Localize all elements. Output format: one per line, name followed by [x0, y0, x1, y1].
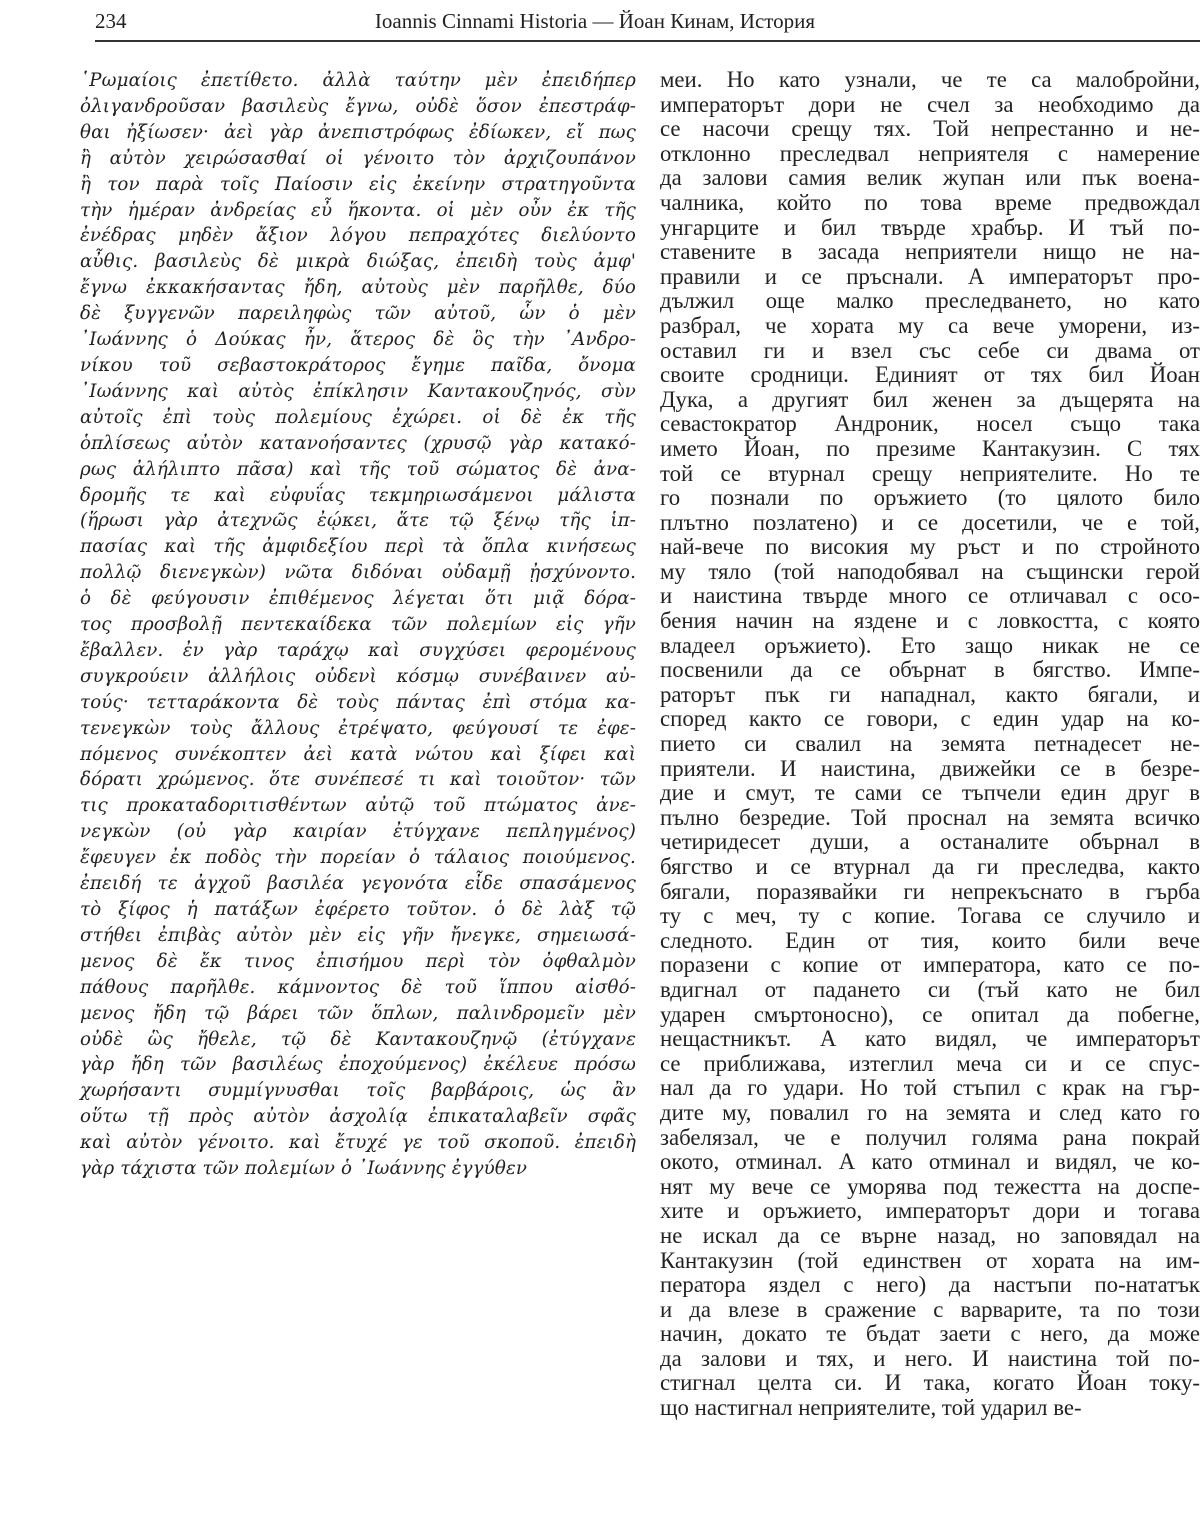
greek-text-line: (ἥρωσι γὰρ ἀτεχνῶς ἐῴκει, ἅτε τῷ ξένῳ τῆς ἱπ- [80, 510, 636, 532]
greek-text-line: χωρήσαντι συμμίγνυσθαι τοῖς βαρβάροις, ὡς ἂν [80, 1080, 636, 1102]
bulgarian-text-line: той се втурнал срещу неприятелите. Но те [660, 460, 1200, 486]
greek-text-line: μενος δὲ ἔκ τινος ἐπισήμου περὶ τὸν ὀφθαλμὸν [80, 950, 636, 972]
greek-text-line: στήθει ἐπιβὰς αὐτὸν μὲν εἰς γῆν ἤνεγκε, σημειωσά- [80, 924, 636, 946]
greek-text-line: ἐνέδρας μηδὲν ἄξιον λόγου πεπραχότες διελύοντο [80, 225, 636, 247]
running-title: Ioannis Cinnami Historia — Йоан Кинам, История [374, 9, 816, 33]
greek-text-line: νίκου τοῦ σεβαστοκράτορος ἔγημε παῖδα, ὄνομα [80, 354, 636, 376]
bulgarian-text-line: ударен смъртоносно), се опитал да побегне, [660, 1001, 1200, 1027]
bulgarian-text-line: чалника, който по това време предвождал [660, 189, 1200, 215]
bulgarian-text-line: раторът пък ги нападнал, както бягали, и [660, 681, 1200, 707]
bulgarian-text-line: Кантакузин (той единствен от хората на им- [660, 1247, 1200, 1273]
greek-text-line: ὁπλίσεως αὐτὸν κατανοήσαντες (χρυσῷ γὰρ κατακό- [80, 432, 636, 454]
greek-text-line: ὀλιγανδροῦσαν βασιλεὺς ἔγνω, οὐδὲ ὅσον ἐπεστράφ- [80, 95, 636, 117]
bulgarian-text-line: дължил още малко преследването, но като [660, 288, 1200, 314]
greek-text-line: πασίας καὶ τῆς ἀμφιδεξίου περὶ τὰ ὅπλα κινήσεως [80, 536, 636, 558]
bulgarian-text-line: му тяло (той наподобявал на същински герой [660, 558, 1200, 584]
bulgarian-text-line: бягство и се втурнал да ги преследва, както [660, 854, 1200, 879]
bulgarian-text-line: хите и оръжието, императорът дори и тогава [660, 1198, 1200, 1224]
bulgarian-text-line: най-вече по високия му ръст и по стройното [660, 534, 1200, 560]
bulgarian-text-line: пълно безредие. Той проснал на земята всичко [660, 804, 1200, 830]
greek-text-line: τὸ ξίφος ἡ πατάξων ἐφέρετο τοῦτον. ὁ δὲ λὰξ τῷ [80, 899, 636, 920]
greek-text-line: ἢ αὐτὸν χειρώσασθαί οἱ γένοιτο τὸν ἀρχιζουπάνον [80, 147, 636, 169]
greek-text-line: ἔφευγεν ἐκ ποδὸς τὴν πορείαν ὁ τάλαιος ποιούμενος. [80, 847, 636, 869]
bulgarian-text-line: бягали, поразявайки ги непрекъснато в гърба [660, 878, 1200, 904]
greek-text-line: ἔβαλλεν. ἐν γὰρ ταράχῳ καὶ συγχύσει φερομένους [80, 639, 636, 661]
bulgarian-text-line: севастократор Андроник, носел също така [660, 411, 1200, 437]
bulgarian-text-line: ту с меч, ту с копие. Тогава се случило и [660, 903, 1200, 929]
bulgarian-text-line: се насочи срещу тях. Той непрестанно и не- [660, 116, 1200, 142]
greek-text-line: γὰρ τάχιστα τῶν πολεμίων ὁ ᾿Ιωάννης ἐγγύθεν [80, 1158, 528, 1180]
bulgarian-text-line: дите му, повалил го на земята и след като го [660, 1099, 1200, 1125]
greek-text-line: τὴν ἡμέραν ἀνδρείας εὖ ἥκοντα. οἱ μὲν οὖν ἐκ τῆς [80, 199, 636, 221]
greek-text-line: συγκρούειν ἀλλήλοις οὐδενὶ κόσμῳ συνέβαινεν αὐ- [80, 665, 636, 687]
greek-text-line: θαι ἠξίωσεν· ἀεὶ γὰρ ἀνεπιστρόφως ἐδίωκεν, εἴ πως [80, 121, 636, 143]
bulgarian-text-line: нал да го удари. Но той стъпил с крак на гър- [660, 1075, 1200, 1101]
bulgarian-text-line: да залови самия велик жупан или пък воена- [660, 165, 1200, 191]
page-header [95, 6, 1200, 36]
bulgarian-text-line: ставените в засада неприятели нищо не на- [660, 239, 1200, 265]
greek-text-line: δρομῆς τε καὶ εὐφυΐας τεκμηριωσάμενοι μάλιστα [80, 484, 636, 506]
bulgarian-text-line: нещастникът. А като видял, че императорът [660, 1026, 1200, 1052]
greek-text-line: ρως ἀλήλιπτο πᾶσα) καὶ τῆς τοῦ σώματος δὲ ἀνα- [80, 458, 636, 480]
header-rule [95, 40, 1200, 42]
greek-text-line: μενος ἤδη τῷ βάρει τῶν ὅπλων, παλινδρομεῖν μὲν [80, 1002, 636, 1024]
bulgarian-text-column [660, 68, 1200, 1421]
bulgarian-text-line: приятели. И наистина, движейки се в безре- [660, 755, 1200, 781]
greek-text-line: δόρατι χρώμενος. ὅτε συνέπεσέ τι καὶ τοιοῦτον· τῶν [80, 769, 636, 791]
bulgarian-text-line: дие и смут, те сами се тъпчели един друг в [660, 780, 1200, 806]
bulgarian-text-line: императорът дори не счел за необходимо да [660, 91, 1200, 117]
greek-text-line: τις προκαταδοριτισθέντων αὐτῷ τοῦ πτώματος ἀνε- [80, 795, 636, 817]
bulgarian-text-line: бения начин на яздене и с ловкостта, с която [660, 608, 1200, 634]
greek-text-line: τενεγκὼν τοὺς ἄλλους ἐτρέψατο, φεύγουσί τε ἐφε- [80, 717, 636, 739]
bulgarian-text-line: ператора яздел с него) да настъпи по-нататък [660, 1272, 1200, 1298]
bulgarian-text-line: и да влезе в сражение с варварите, та по този [660, 1296, 1200, 1322]
bulgarian-text-line: отклонно преследвал неприятеля с намерение [660, 140, 1200, 166]
bulgarian-text-line: името Йоан, по презиме Кантакузин. С тях [660, 435, 1200, 461]
bulgarian-text-line: пието си свалил на земята петнадесет не- [660, 731, 1200, 757]
bulgarian-text-line: разбрал, че хората му са вече уморени, из- [660, 312, 1200, 338]
greek-text-line: καὶ αὐτὸν γένοιτο. καὶ ἔτυχέ γε τοῦ σκοποῦ. ἐπειδὴ [80, 1132, 636, 1154]
greek-text-line: πόμενος συνέκοπτεν ἀεὶ κατὰ νώτου καὶ ξίφει καὶ [80, 743, 636, 765]
bulgarian-text-line: според както се говори, с един удар на ко- [660, 706, 1200, 732]
bulgarian-text-line: посвенили да се обърнат в бягство. Импе- [660, 657, 1200, 683]
greek-text-line: τούς· τετταράκοντα δὲ τοὺς πάντας ἐπὶ στόμα κα- [80, 691, 636, 713]
bulgarian-text-line: четиридесет души, а останалите обърнал в [660, 829, 1200, 855]
bulgarian-text-line: правили и се пръснали. А императорът про- [660, 263, 1200, 289]
greek-text-line: γὰρ ἤδη τῶν βασιλέως ἐποχούμενος) ἐκέλευε πρόσω [80, 1054, 636, 1076]
greek-text-line: ᾿Ιωάννης καὶ αὐτὸς ἐπίκλησιν Καντακουζηνός, σὺν [80, 380, 636, 402]
greek-text-line: ἐπειδή τε ἀγχοῦ βασιλέα γεγονότα εἶδε σπασάμενος [80, 873, 636, 895]
bulgarian-text-line: Дука, а другият бил женен за дъщерята на [660, 386, 1200, 412]
bulgarian-text-line: стигнал целта си. И така, когато Йоан току- [660, 1370, 1200, 1396]
greek-text-line: αὐτοῖς ἐπὶ τοὺς πολεμίους ἐχώρει. οἱ δὲ ἐκ τῆς [80, 406, 636, 428]
bulgarian-text-line: забелязал, че е получил голяма рана покрай [660, 1124, 1200, 1150]
bulgarian-text-line: и наистина твърде много се отличавал с осо- [660, 583, 1200, 609]
bulgarian-text-line: не искал да се върне назад, но заповядал на [660, 1222, 1200, 1248]
bulgarian-text-line: вдигнал от падането си (тъй като не бил [660, 976, 1200, 1002]
bulgarian-text-line: да залови и тях, и него. И наистина той по- [660, 1345, 1200, 1371]
bulgarian-text-line: оставил ги и взел със себе си двама от [660, 337, 1200, 363]
greek-text-line: ῾Ρωμαίοις ἐπετίθετο. ἀλλὰ ταύτην μὲν ἐπειδήπερ [80, 70, 636, 91]
greek-text-line: ὁ δὲ φεύγουσιν ἐπιθέμενος λέγεται ὅτι μιᾷ δόρα- [80, 588, 636, 610]
bulgarian-text-line: начин, докато те бъдат заети с него, да може [660, 1321, 1200, 1347]
bulgarian-text-line: меи. Но като узнали, че те са малобройни, [660, 67, 1200, 92]
greek-text-column [80, 68, 636, 1182]
greek-text-line: οὕτω τῇ πρὸς αὐτὸν ἀσχολίᾳ ἐπικαταλαβεῖν σφᾶς [80, 1106, 636, 1128]
greek-text-line: τος προσβολῇ πεντεκαίδεκα τῶν πολεμίων εἰς γῆν [80, 614, 636, 636]
greek-text-line: δὲ ξυγγενῶν παρειληφὼς τῶν αὐτοῦ, ὧν ὁ μὲν [80, 303, 636, 325]
greek-text-line: ἢ τον παρὰ τοῖς Παίοσιν εἰς ἐκείνην στρατηγοῦντα [80, 173, 636, 195]
greek-text-line: πολλῷ διενεγκὼν) νῶτα διδόναι οὐδαμῇ ᾐσχύνοντο. [80, 562, 636, 584]
greek-text-line: πάθους παρῆλθε. κάμνοντος δὲ τοῦ ἵππου αἰσθό- [80, 976, 636, 998]
page-number: 234 [95, 9, 127, 33]
greek-text-line: οὐδὲ ὣς ἤθελε, τῷ δὲ Καντακουζηνῷ (ἐτύγχανε [80, 1028, 636, 1050]
bulgarian-text-line: унгарците и бил твърде храбър. И тъй по- [660, 214, 1200, 240]
bulgarian-text-line: владеел оръжието). Ето защо никак не се [660, 632, 1200, 658]
bulgarian-text-line: плътно позлатено) и се досетили, че е той, [660, 509, 1200, 535]
greek-text-line: ἔγνω ἐκκακήσαντας ἤδη, αὐτοὺς μὲν παρῆλθε, δύο [80, 277, 636, 299]
bulgarian-text-line: поразени с копие от императора, като се по- [660, 952, 1200, 978]
greek-text-line: νεγκὼν (οὐ γὰρ καιρίαν ἐτύγχανε πεπληγμένος) [80, 821, 636, 843]
greek-text-line: ᾿Ιωάννης ὁ Δούκας ἦν, ἅτερος δὲ ὃς τὴν ᾿Ανδρο- [80, 329, 636, 351]
bulgarian-text-line: окото, отминал. А като отминал и видял, че ко- [660, 1149, 1200, 1175]
bulgarian-text-line: се приближава, изтеглил меча си и се спус- [660, 1050, 1200, 1076]
bulgarian-text-line: нят му вече се уморява под тежестта на доспе- [660, 1173, 1200, 1199]
bulgarian-text-line: своите сродници. Единият от тях бил Йоан [660, 362, 1200, 388]
bulgarian-text-line: го познали по оръжието (то цялото било [660, 485, 1200, 511]
greek-text-line: αὖθις. βασιλεὺς δὲ μικρὰ διώξας, ἐπειδὴ τοὺς ἀμφ' [80, 251, 636, 273]
bulgarian-text-line: следното. Един от тия, които били вече [660, 927, 1200, 953]
bulgarian-text-line: що настигнал неприятелите, той ударил ве- [660, 1395, 1082, 1421]
